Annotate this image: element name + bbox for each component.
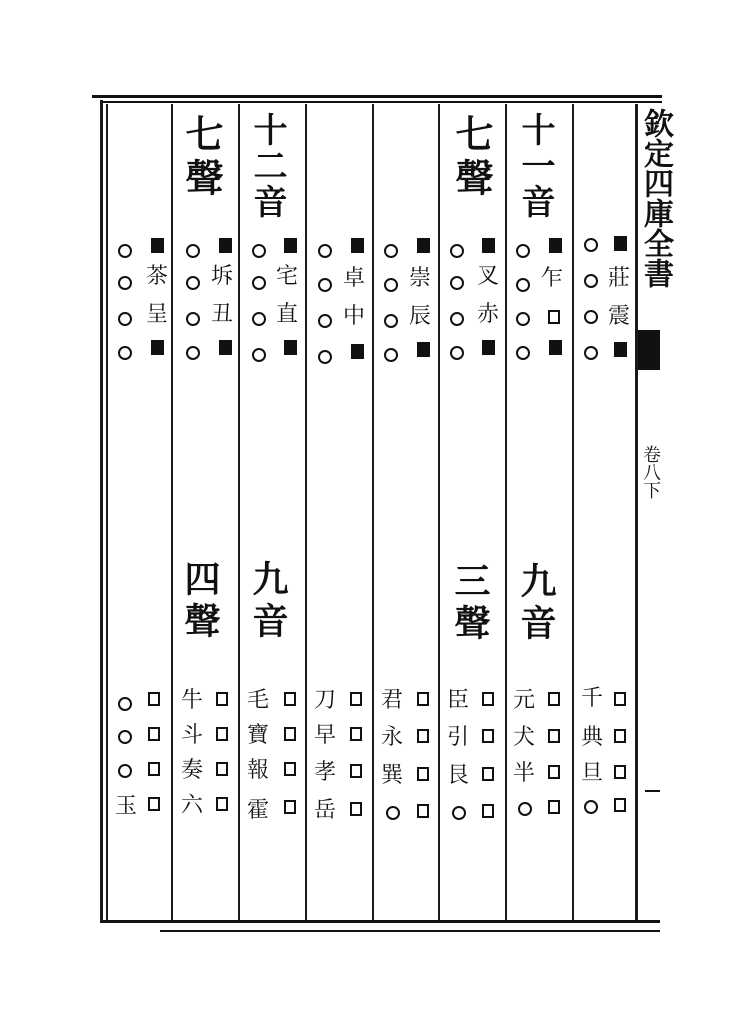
entry-char: 牛 (180, 688, 203, 713)
rhyme-heading: 七聲 (449, 114, 494, 202)
entry-char: 引 (446, 725, 469, 750)
column-divider (305, 104, 307, 920)
entry-char: 旦 (580, 761, 603, 786)
entry-char: 典 (580, 725, 603, 750)
entry-char: 玉 (114, 794, 137, 819)
column-divider (238, 104, 240, 920)
column-divider (572, 104, 574, 920)
entry-char: 犬 (512, 725, 535, 750)
top-border (92, 95, 662, 98)
column-divider (505, 104, 507, 920)
entry-char: 元 (512, 688, 535, 713)
entry-char: 震 (607, 304, 630, 329)
entry-char: 辰 (408, 304, 431, 329)
entry-char: 崇 (408, 266, 431, 291)
entry-char: 直 (275, 302, 298, 327)
entry-char: 赤 (476, 302, 499, 327)
entry-char: 岳 (313, 798, 336, 823)
bottom-border (100, 920, 660, 923)
top-border-inner (100, 101, 662, 103)
fascicle-label: 卷八下 (640, 445, 661, 499)
entry-char: 毛 (246, 688, 269, 713)
entry-char: 卓 (342, 266, 365, 291)
column-divider (372, 104, 374, 920)
entry-char: 千 (580, 686, 603, 711)
bottom-border-outer (160, 930, 660, 932)
rhyme-heading: 九音 (515, 562, 557, 646)
entry-char: 六 (180, 793, 203, 818)
entry-char: 奏 (180, 758, 203, 783)
book-title: 欽定四庫全書 (638, 108, 673, 288)
rhyme-heading: 九音 (247, 560, 289, 644)
entry-char: 坼 (210, 264, 233, 289)
rhyme-heading: 七聲 (179, 114, 224, 202)
entry-char: 臣 (446, 688, 469, 713)
entry-char: 刀 (313, 688, 336, 713)
entry-char: 叉 (476, 264, 499, 289)
entry-char: 丑 (210, 302, 233, 327)
entry-char: 霍 (246, 798, 269, 823)
entry-char: 寶 (246, 723, 269, 748)
entry-char: 中 (342, 304, 365, 329)
entry-char: 君 (380, 688, 403, 713)
entry-char: 巽 (380, 763, 403, 788)
column-divider (171, 104, 173, 920)
left-border (100, 100, 103, 922)
rhyme-heading: 四聲 (179, 560, 221, 644)
left-border-inner (106, 104, 108, 920)
margin-line (645, 790, 660, 792)
rhyme-heading: 十一音 (515, 112, 555, 220)
entry-char: 孝 (313, 760, 336, 785)
entry-char: 報 (246, 758, 269, 783)
entry-char: 半 (512, 761, 535, 786)
entry-char: 呈 (145, 302, 168, 327)
entry-char: 宅 (275, 264, 298, 289)
rhyme-heading: 十二音 (247, 112, 287, 220)
margin-mark (638, 330, 660, 370)
entry-char: 乍 (540, 266, 563, 291)
entry-char: 莊 (607, 266, 630, 291)
entry-char: 斗 (180, 723, 203, 748)
entry-char: 茶 (145, 264, 168, 289)
entry-char: 永 (380, 725, 403, 750)
column-divider (438, 104, 440, 920)
entry-char: 艮 (446, 763, 469, 788)
rhyme-heading: 三聲 (449, 562, 491, 646)
entry-char: 早 (313, 723, 336, 748)
